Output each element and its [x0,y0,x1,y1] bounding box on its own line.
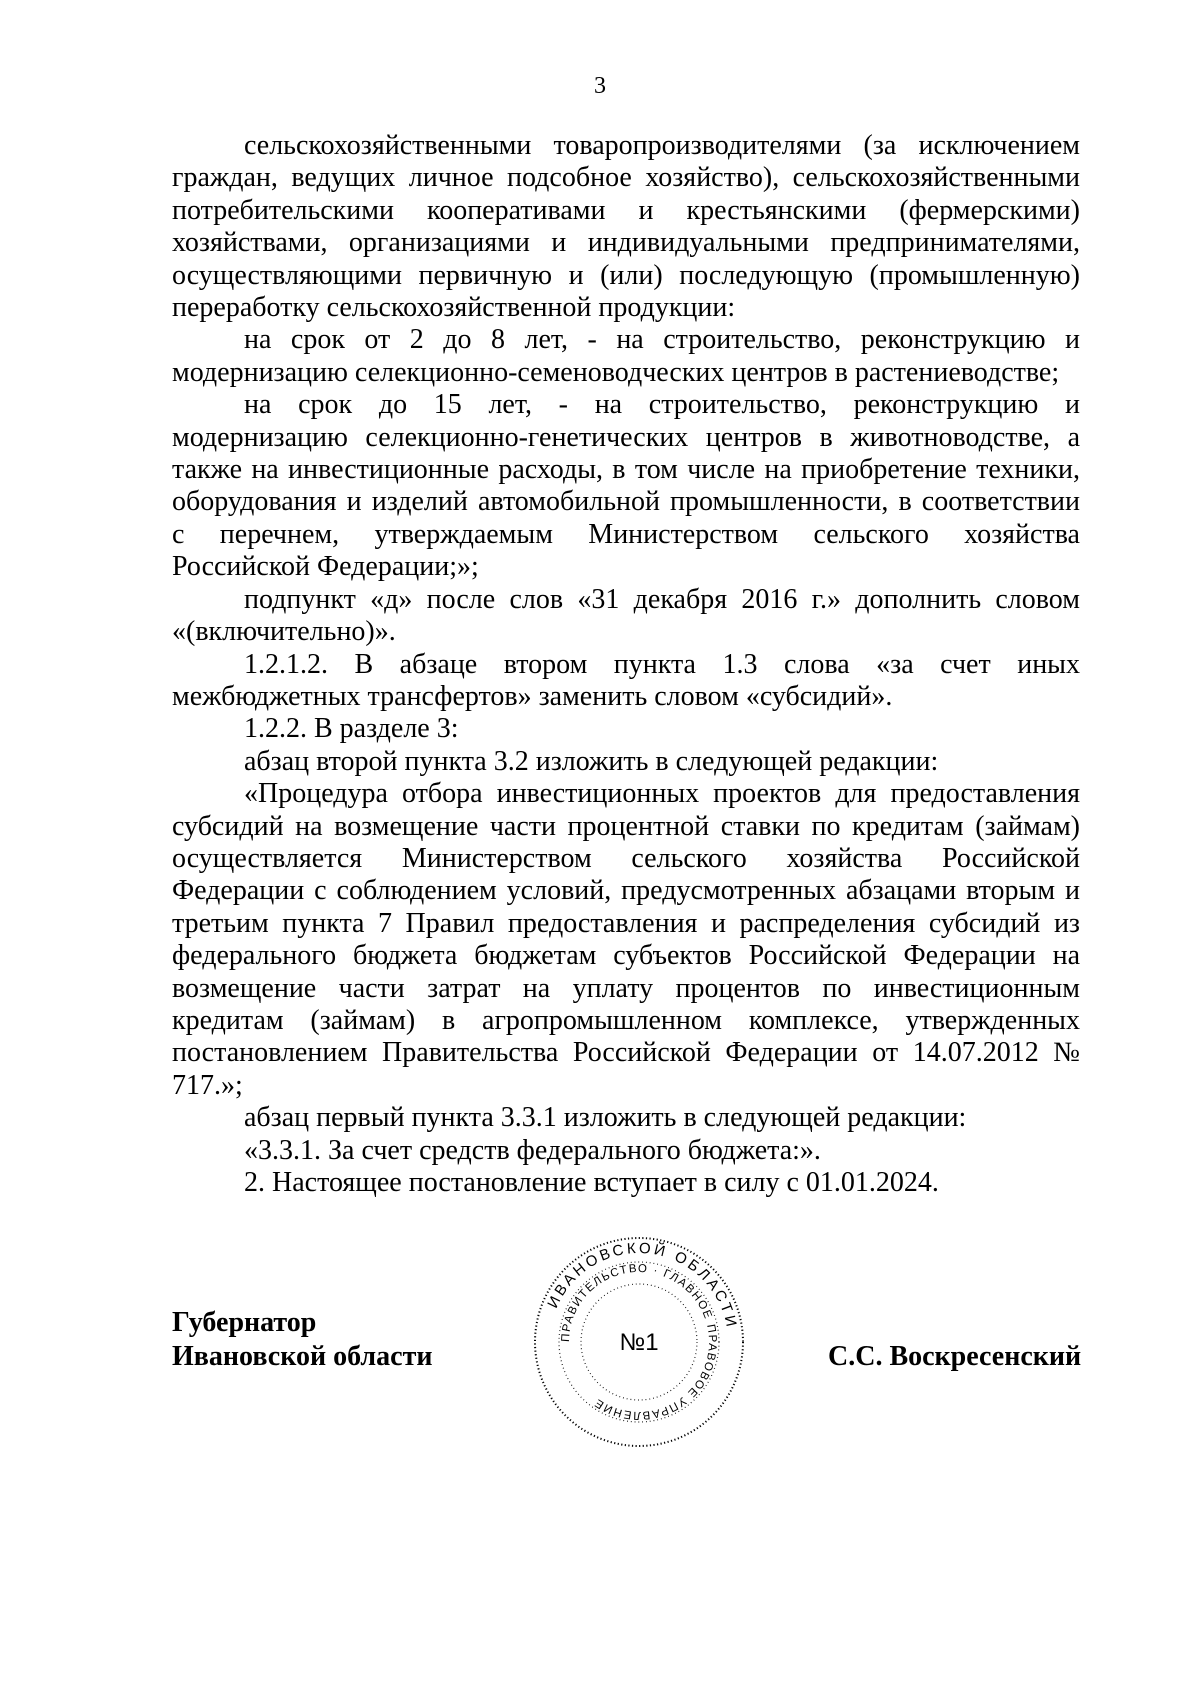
paragraph: подпункт «д» после слов «31 декабря 2016 г.» дополнить словом «(включительно)». [172,583,1080,648]
signatory-title-line1: Губернатор [172,1307,317,1338]
paragraph: 2. Настоящее постановление вступает в силу с 01.01.2024. [244,1167,939,1198]
paragraph: сельскохозяйственными товаропроизводителями (за исключением граждан, ведущих личное подсобное хозяйство), сельскохозяйственными потребительскими кооперативами и крестьянскими (фермерскими) хозяйствами, организациями и индивидуальными предпринимателями, осуществляющими первичную и (или) последующую (промышленную) переработку сельскохозяйственной продукции: [172,130,1080,324]
page-number: 3 [594,73,606,99]
paragraph: абзац второй пункта 3.2 изложить в следующей редакции: [244,745,939,777]
seal-middle-text: ПРАВИТЕЛЬСТВО · ГЛАВНОЕ ПРАВОВОЕ УПРАВЛЕНИЕ [559,1262,719,1422]
paragraph: абзац первый пункта 3.3.1 изложить в следующей редакции: [244,1102,967,1134]
seal-number: №1 [619,1329,659,1356]
seal-outer-text: ИВАНОВСКОЙ ОБЛАСТИ [544,1239,741,1331]
paragraph: на срок от 2 до 8 лет, - на строительство, реконструкцию и модернизацию селекционно-семеноводческих центров в растениеводстве; [172,324,1080,388]
paragraph: «3.3.1. За счет средств федерального бюджета:». [244,1134,821,1166]
signatory-name: С.С. Воскресенский [828,1341,1082,1372]
paragraph: на срок до 15 лет, - на строительство, реконструкцию и модернизацию селекционно-генетических центров в животноводстве, а также на инвестиционные расходы, в том числе на приобретение техники, оборудования и изделий автомобильной промышленности, в соответствии с перечнем, утверждаемым Министерством сельского хозяйства Российской Федерации;»; [172,389,1080,583]
signatory-title [172,1306,432,1374]
paragraph: 1.2.2. В разделе 3: [244,713,459,745]
signatory-title-line2: Ивановской области [172,1341,433,1372]
paragraph: «Процедура отбора инвестиционных проектов для предоставления субсидий на возмещение части процентной ставки по кредитам (займам) осуществляется Министерством сельского хозяйства Российской Федерации с соблюдением условий, предусмотренных абзацами вторым и третьим пункта 7 Правил предоставления и распределения субсидий из федерального бюджета бюджетам субъектов Российской Федерации на возмещение части затрат на уплату процентов по инвестиционным кредитам (займам) в агропромышленном комплексе, утвержденных постановлением Правительства Российской Федерации от 14.07.2012 № 717.»; [172,778,1080,1101]
official-seal [531,1234,747,1450]
document-body [172,130,1080,1199]
paragraph: 1.2.1.2. В абзаце втором пункта 1.3 слова «за счет иных межбюджетных трансфертов» заменить словом «субсидий». [172,648,1080,712]
